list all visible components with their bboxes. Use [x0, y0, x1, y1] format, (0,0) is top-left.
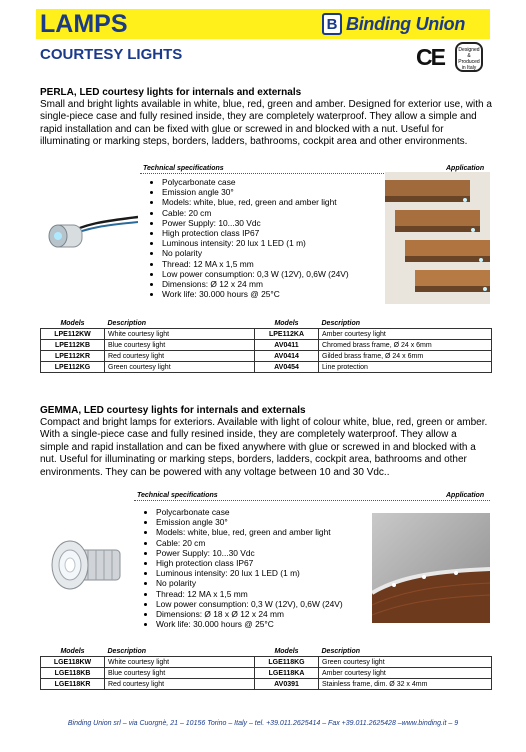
description-cell: Chromed brass frame, Ø 24 x 6mm: [319, 340, 492, 351]
spec-item: • Cable: 20 cm: [156, 538, 396, 548]
logo-mark: B: [322, 13, 342, 35]
page-subtitle: COURTESY LIGHTS: [40, 46, 183, 63]
perla-app-label: Application: [446, 165, 485, 172]
spec-item: • Thread: 12 MA x 1,5 mm: [162, 259, 402, 269]
spec-item: • Low power consumption: 0,3 W (12V), 0,6W (24V): [162, 269, 402, 279]
table-header-row: [41, 318, 492, 329]
gemma-application-photo: [372, 513, 490, 623]
gemma-spec-list: [140, 507, 396, 629]
model-cell: LGE118KB: [41, 668, 105, 679]
table-header: Models: [274, 647, 299, 655]
spec-item: • Polycarbonate case: [156, 507, 396, 517]
perla-models-table: [40, 318, 492, 373]
model-cell: LGE118KW: [41, 657, 105, 668]
spec-item: • Polycarbonate case: [162, 177, 402, 187]
table-row: [41, 657, 492, 668]
model-cell: AV0391: [255, 679, 319, 690]
description-cell: Green courtesy light: [319, 657, 492, 668]
description-cell: Green courtesy light: [105, 362, 255, 373]
description-cell: White courtesy light: [105, 657, 255, 668]
spec-item: • High protection class IP67: [162, 228, 402, 238]
description-cell: Line protection: [319, 362, 492, 373]
model-cell: LPE112KG: [41, 362, 105, 373]
perla-title: PERLA, LED courtesy lights for internals and externals: [40, 87, 302, 98]
table-row: [41, 351, 492, 362]
spec-item: • Work life: 30.000 hours @ 25°C: [162, 289, 402, 299]
spec-item: • No polarity: [162, 248, 402, 258]
model-cell: LPE112KW: [41, 329, 105, 340]
model-cell: LPE112KR: [41, 351, 105, 362]
gemma-product-image: [44, 528, 134, 600]
page-footer: Binding Union srl – via Cuorgnè, 21 – 10156 Torino – Italy – tel. +39.011.2625414 – Fax +39.011.2625428 –www.binding.it – 9: [67, 720, 459, 727]
spec-item: • Models: white, blue, red, green and amber light: [162, 197, 402, 207]
spec-item: • Thread: 12 MA x 1,5 mm: [156, 589, 396, 599]
model-cell: AV0411: [255, 340, 319, 351]
gemma-description: Compact and bright lamps for exteriors. Available with light of colour white, blue, red, green or amber. With a single-piece case and fully resined inside, they are completely waterproof. They allow a simple and rapid installation and can be fixed anywhere with glue or screwed in and blocked with a nut. Useful for illuminating or marking steps, borders, ladders, cockpit area, bathrooms and other environments. They can be powered with any voltage between 10 and 30 Vdc..: [40, 417, 488, 478]
table-row: [41, 362, 492, 373]
gemma-app-label: Application: [446, 492, 485, 499]
description-cell: White courtesy light: [105, 329, 255, 340]
perla-spec-list: [146, 177, 402, 299]
table-row: [41, 679, 492, 690]
spec-item: • Models: white, blue, red, green and amber light: [156, 527, 396, 537]
spec-item: • Cable: 20 cm: [162, 208, 402, 218]
spec-item: • Work life: 30.000 hours @ 25°C: [156, 619, 396, 629]
table-row: [41, 668, 492, 679]
description-cell: Red courtesy light: [105, 679, 255, 690]
table-header: Description: [321, 647, 361, 655]
spec-item: • Power Supply: 10...30 Vdc: [162, 218, 402, 228]
model-cell: LPE112KA: [255, 329, 319, 340]
model-cell: AV0414: [255, 351, 319, 362]
spec-item: • Dimensions: Ø 12 x 24 mm: [162, 279, 402, 289]
table-header-row: [41, 646, 492, 657]
spec-item: • High protection class IP67: [156, 558, 396, 568]
spec-item: • Dimensions: Ø 18 x Ø 12 x 24 mm: [156, 609, 396, 619]
gemma-models-table: [40, 646, 492, 690]
spec-item: • Emission angle 30°: [156, 517, 396, 527]
spec-item: • Luminous intensity: 20 lux 1 LED (1 m): [156, 568, 396, 578]
table-header: Description: [321, 319, 361, 327]
description-cell: Amber courtesy light: [319, 668, 492, 679]
spec-item: • Low power consumption: 0,3 W (12V), 0,6W (24V): [156, 599, 396, 609]
model-cell: LGE118KA: [255, 668, 319, 679]
table-header: Models: [60, 647, 85, 655]
page-title: LAMPS: [40, 10, 128, 38]
table-row: [41, 340, 492, 351]
gemma-divider: [134, 500, 490, 501]
binding-union-logo: [322, 12, 465, 36]
description-cell: Stainless frame, dim. Ø 32 x 4mm: [319, 679, 492, 690]
description-cell: Blue courtesy light: [105, 668, 255, 679]
perla-tech-label: Technical specifications: [143, 165, 224, 172]
table-row: [41, 329, 492, 340]
description-cell: Gilded brass frame, Ø 24 x 6mm: [319, 351, 492, 362]
table-header: Models: [274, 319, 299, 327]
table-header: Description: [107, 319, 147, 327]
perla-application-photo: [385, 172, 490, 304]
gemma-title: GEMMA, LED courtesy lights for internals and externals: [40, 405, 306, 416]
gemma-tech-label: Technical specifications: [137, 492, 218, 499]
table-header: Description: [107, 647, 147, 655]
spec-item: • Emission angle 30°: [162, 187, 402, 197]
description-cell: Amber courtesy light: [319, 329, 492, 340]
perla-description: Small and bright lights available in white, blue, red, green and amber. Designed for exterior use, with a single-piece case and fully resined inside, they are completely waterproof. They allow a simple and rapid installation and can be fixed with glue or screwed in and blocked with a nut. Useful for illuminating or marking steps, borders, ladders, bathrooms, cockpit area and other environments.: [40, 99, 492, 148]
spec-item: • No polarity: [156, 578, 396, 588]
perla-product-image: [46, 195, 138, 255]
table-header: Models: [60, 319, 85, 327]
logo-text: Binding Union: [346, 13, 466, 34]
ce-mark: CE: [416, 44, 444, 70]
model-cell: AV0454: [255, 362, 319, 373]
model-cell: LPE112KB: [41, 340, 105, 351]
model-cell: LGE118KR: [41, 679, 105, 690]
model-cell: LGE118KG: [255, 657, 319, 668]
description-cell: Blue courtesy light: [105, 340, 255, 351]
spec-item: • Luminous intensity: 20 lux 1 LED (1 m): [162, 238, 402, 248]
spec-item: • Power Supply: 10...30 Vdc: [156, 548, 396, 558]
made-in-italy-badge: Designed & Produced in Italy: [455, 42, 483, 72]
description-cell: Red courtesy light: [105, 351, 255, 362]
